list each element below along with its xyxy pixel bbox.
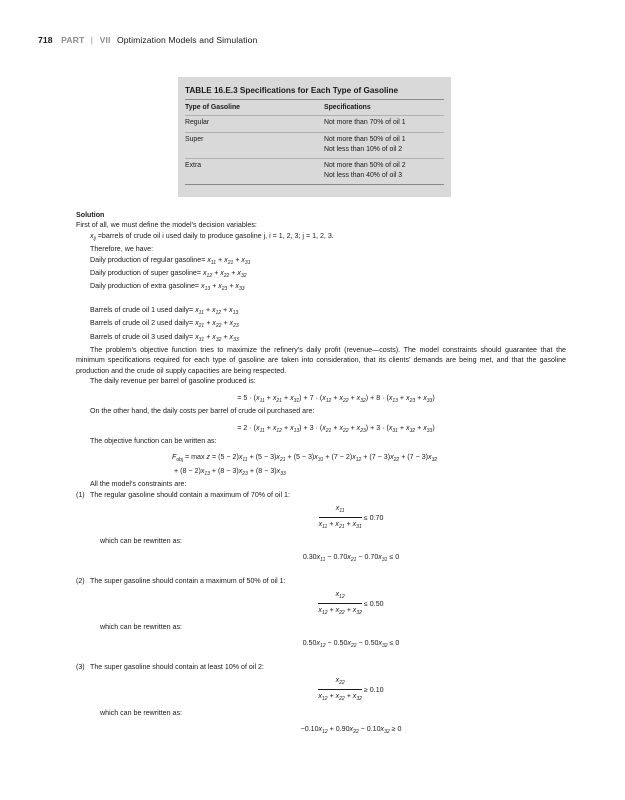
constraint-1-fraction: $\frac{x_{11}}{x_{11} + x_{21} + x_{31}}$ ≤ 0.70 [318, 503, 384, 531]
crude-oil-3-usage: Barrels of crude oil 3 used daily= $x_{31} + x_{32} + x_{33}$ [90, 332, 239, 343]
gasoline-type: Regular [185, 119, 210, 126]
running-header [38, 35, 257, 45]
specifications-table [178, 77, 451, 197]
decision-variables-intro: First of all, we must define the model’s decision variables: [76, 221, 257, 230]
column-header-type: Type of Gasoline [185, 104, 241, 111]
specification-line: Not less than 40% of oil 3 [324, 172, 403, 179]
table-header-row [178, 100, 451, 115]
constraint-1: (1) The regular gasoline should contain a maximum of 70% of oil 1: [76, 490, 290, 499]
gasoline-type: Extra [185, 162, 202, 169]
crude-oil-1-usage: Barrels of crude oil 1 used daily= $x_{11} + x_{12} + x_{13}$ [90, 305, 239, 316]
gasoline-type: Super [185, 136, 204, 143]
table-caption: TABLE 16.E.3 Specifications for Each Type of Gasoline [185, 86, 399, 95]
table-row [178, 159, 451, 184]
crude-oil-2-usage: Barrels of crude oil 2 used daily= $x_{21} + x_{22} + x_{23}$ [90, 319, 239, 330]
objective-function-line-2: + $(8 - 2)x_{13} + (8 - 3)x_{23} + (8 - 3)x_{33}$ [174, 466, 286, 477]
constraints-intro: All the model’s constraints are: [90, 480, 187, 489]
solution-heading: Solution [76, 211, 105, 219]
constraint-3-fraction: $\frac{x_{22}}{x_{12} + x_{22} + x_{32}}$ ≥ 0.10 [318, 676, 384, 703]
specification-line: Not more than 50% of oil 2 [324, 162, 406, 169]
specification-line: Not less than 10% of oil 2 [324, 146, 403, 153]
objective-function-line-1: $F_{obj} = \max z = (5 - 2)x_{11} + (5 - 3)x_{21} + (5 - 3)x_{31} + (7 - 2)x_{12} + (7 - 3)x_{22} + (7 - 3)x_{32}$ [172, 453, 438, 464]
column-header-specifications: Specifications [324, 104, 371, 111]
page-number: 718 [38, 35, 53, 45]
objective-paragraph: The problem’s objective function tries to maximize the refinery’s daily profit (revenue—costs). The model constraints should guarantee that the minimum specifications required for each type of gasoline are taken into consideration, that its clients’ demands are being met, and that the gasoline production and the crude oil supply capacities are being respected. [76, 346, 566, 375]
rewritten-note: which can be rewritten as: [100, 708, 183, 717]
production-super: Daily production of super gasoline= $x_{12} + x_{22} + x_{32}$ [90, 269, 247, 280]
constraint-3: (3) The super gasoline should contain at least 10% of oil 2: [76, 662, 264, 671]
table-row [178, 133, 451, 158]
therefore-text: Therefore, we have: [90, 245, 154, 254]
constraint-1-rewritten: $0.30x_{11} - 0.70x_{21} - 0.70x_{31} \le 0$ [302, 553, 400, 564]
part-number: VII [99, 35, 111, 45]
decision-variable-definition: $x_{ij}$ =barrels of crude oil i used daily to produce gasoline j, i = 1, 2, 3; j = 1, 2, 3. [90, 231, 334, 242]
rewritten-note: which can be rewritten as: [100, 622, 183, 631]
specification-cell [324, 118, 444, 132]
header-separator: | [90, 35, 94, 45]
revenue-equation: = $5 \cdot (x_{11} + x_{21} + x_{31}) + 7 \cdot (x_{12} + x_{22} + x_{32}) + 8 \cdot (x_{13} + x_{23} + x_{33})$ [237, 393, 435, 404]
objective-intro: The objective function can be written as: [90, 436, 217, 445]
specification-cell [324, 161, 444, 184]
solution-section [76, 210, 566, 738]
costs-intro: On the other hand, the daily costs per barrel of crude oil purchased are: [90, 407, 315, 416]
revenue-intro: The daily revenue per barrel of gasoline produced is: [90, 377, 256, 386]
specification-line: Not more than 70% of oil 1 [324, 119, 406, 126]
constraint-2-fraction: $\frac{x_{12}}{x_{12} + x_{22} + x_{32}}$ ≤ 0.50 [318, 589, 384, 617]
specification-line: Not more than 50% of oil 1 [324, 136, 406, 143]
costs-equation: = $2 \cdot (x_{11} + x_{12} + x_{13}) + 3 \cdot (x_{21} + x_{22} + x_{23}) + 3 \cdot (x_{31} + x_{32} + x_{33})$ [237, 423, 435, 434]
specification-cell [324, 135, 444, 158]
production-extra: Daily production of extra gasoline= $x_{13} + x_{23} + x_{33}$ [90, 282, 245, 293]
part-label: PART [61, 35, 85, 45]
table-row [178, 116, 451, 132]
constraint-3-rewritten: $-0.10x_{12} + 0.90x_{22} - 0.10x_{32} \ge 0$ [300, 725, 402, 736]
chapter-title: Optimization Models and Simulation [116, 35, 258, 45]
production-regular: Daily production of regular gasoline= $x_{11} + x_{21} + x_{31}$ [90, 255, 251, 266]
constraint-2-rewritten: $0.50x_{12} - 0.50x_{22} - 0.50x_{32} \le 0$ [302, 639, 400, 650]
constraint-2: (2) The super gasoline should contain a maximum of 50% of oil 1: [76, 576, 286, 585]
rewritten-note: which can be rewritten as: [100, 536, 183, 545]
